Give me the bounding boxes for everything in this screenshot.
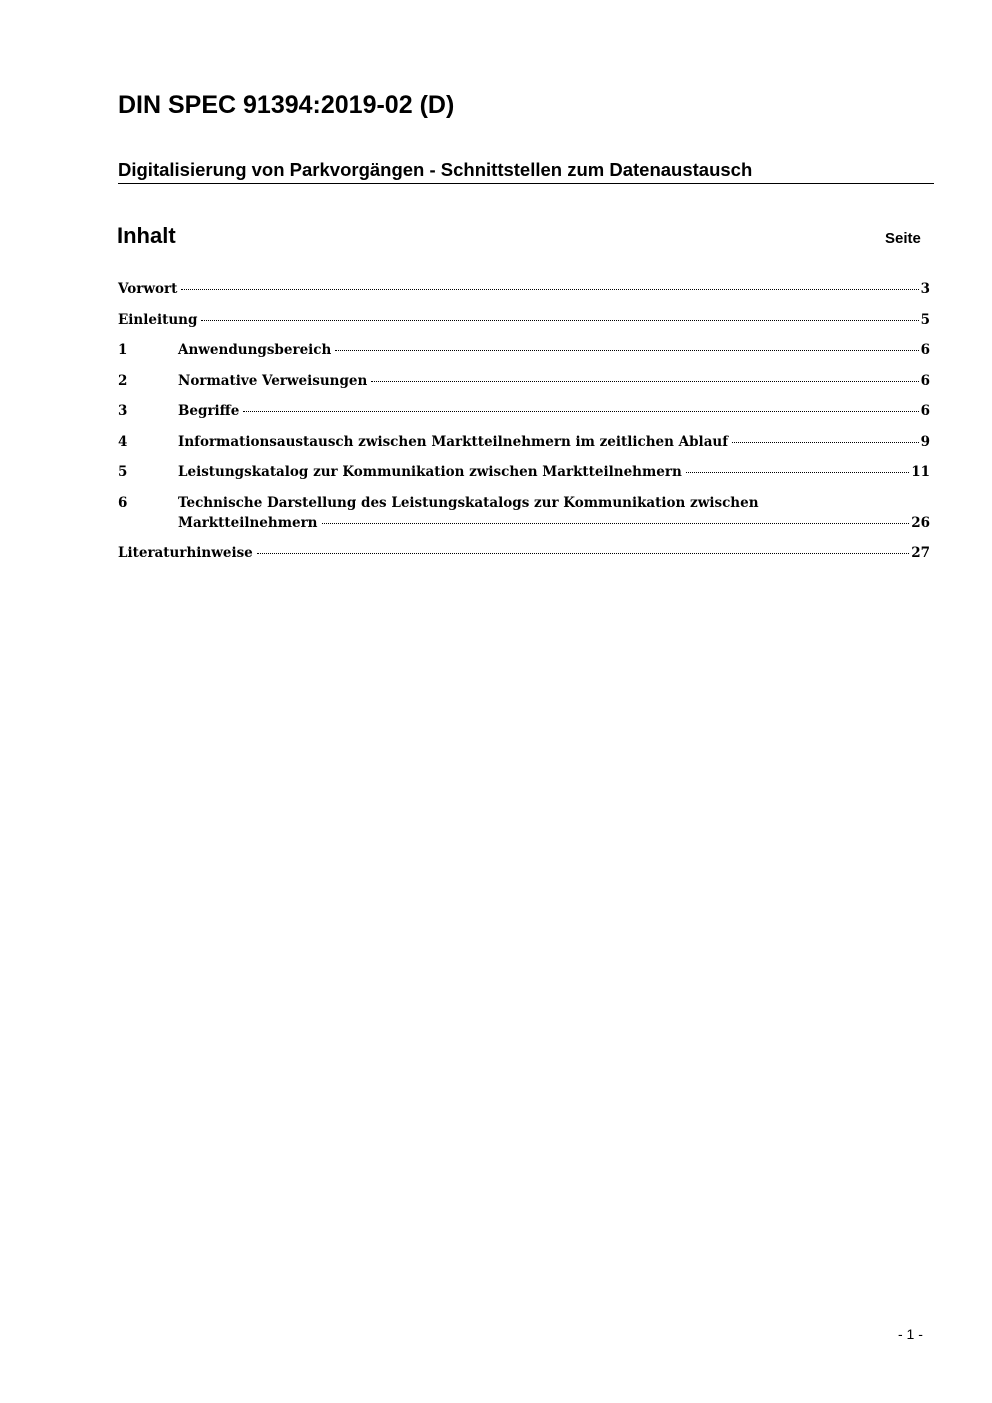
- toc-dot-leader: [686, 472, 909, 473]
- toc-dot-leader: [201, 320, 918, 321]
- toc-entry-body: [178, 493, 930, 533]
- toc-entry-title: Begriffe: [178, 403, 240, 419]
- toc-dot-leader: [732, 442, 919, 443]
- document-title: DIN SPEC 91394:2019-02 (D): [118, 91, 455, 119]
- toc-entry-4[interactable]: [118, 432, 930, 452]
- toc-entry-literaturhinweise[interactable]: [118, 543, 930, 563]
- toc-entry-1[interactable]: [118, 340, 930, 360]
- toc-entry-body: [178, 432, 930, 452]
- toc-entry-body: [178, 340, 930, 360]
- toc-entry-title: Anwendungsbereich: [178, 342, 332, 358]
- toc-entry-title: Vorwort: [118, 281, 178, 297]
- document-subtitle: Digitalisierung von Parkvorgängen - Schnittstellen zum Datenaustausch: [118, 158, 934, 184]
- toc-entry-title: Informationsaustausch zwischen Marktteilnehmern im zeitlichen Ablauf: [178, 433, 729, 450]
- toc-entry-number: 3: [118, 403, 128, 419]
- toc-entry-page: 6: [920, 342, 930, 358]
- toc-entry-number: 2: [118, 372, 128, 389]
- toc-entry-page: 9: [920, 433, 930, 450]
- toc-dot-leader: [335, 350, 918, 351]
- toc-entry-vorwort[interactable]: [118, 279, 930, 299]
- toc-page-column-label: Seite: [885, 230, 921, 247]
- toc-entry-page: 26: [911, 514, 930, 531]
- table-of-contents: [118, 279, 930, 574]
- toc-entry-title-line1: Technische Darstellung des Leistungskatalogs zur Kommunikation zwischen: [178, 494, 759, 511]
- toc-entry-title: Einleitung: [118, 311, 198, 328]
- toc-heading: Inhalt: [117, 223, 176, 248]
- toc-entry-title: Normative Verweisungen: [178, 372, 368, 389]
- toc-entry-einleitung[interactable]: [118, 310, 930, 330]
- toc-dot-leader: [371, 381, 918, 382]
- toc-entry-number: 1: [118, 342, 128, 358]
- toc-entry-title-line2: Marktteilnehmern: [178, 514, 318, 531]
- toc-entry-page: 3: [920, 281, 930, 297]
- toc-entry-body: [178, 401, 930, 421]
- toc-entry-6[interactable]: [118, 493, 930, 533]
- toc-entry-body: [118, 543, 930, 563]
- toc-entry-3[interactable]: [118, 401, 930, 421]
- toc-entry-body: [118, 310, 930, 330]
- toc-dot-leader: [257, 553, 909, 554]
- toc-entry-title: Literaturhinweise: [118, 545, 253, 561]
- toc-dot-leader: [322, 523, 910, 524]
- toc-entry-number: 6: [118, 494, 128, 511]
- toc-entry-page: 11: [911, 464, 930, 480]
- toc-entry-body: [118, 279, 930, 299]
- toc-dot-leader: [181, 289, 918, 290]
- toc-entry-title-line2-row: [178, 513, 930, 533]
- toc-entry-page: 5: [920, 311, 930, 328]
- page-number: - 1 -: [898, 1326, 923, 1342]
- toc-entry-2[interactable]: [118, 371, 930, 391]
- toc-entry-body: [178, 371, 930, 391]
- toc-entry-body: [178, 462, 930, 482]
- toc-entry-page: 27: [911, 545, 930, 561]
- toc-entry-page: 6: [920, 403, 930, 419]
- toc-entry-page: 6: [920, 372, 930, 389]
- toc-entry-number: 4: [118, 433, 128, 450]
- toc-dot-leader: [243, 411, 918, 412]
- toc-entry-title: Leistungskatalog zur Kommunikation zwischen Marktteilnehmern: [178, 464, 682, 480]
- toc-entry-number: 5: [118, 464, 128, 480]
- toc-entry-5[interactable]: [118, 462, 930, 482]
